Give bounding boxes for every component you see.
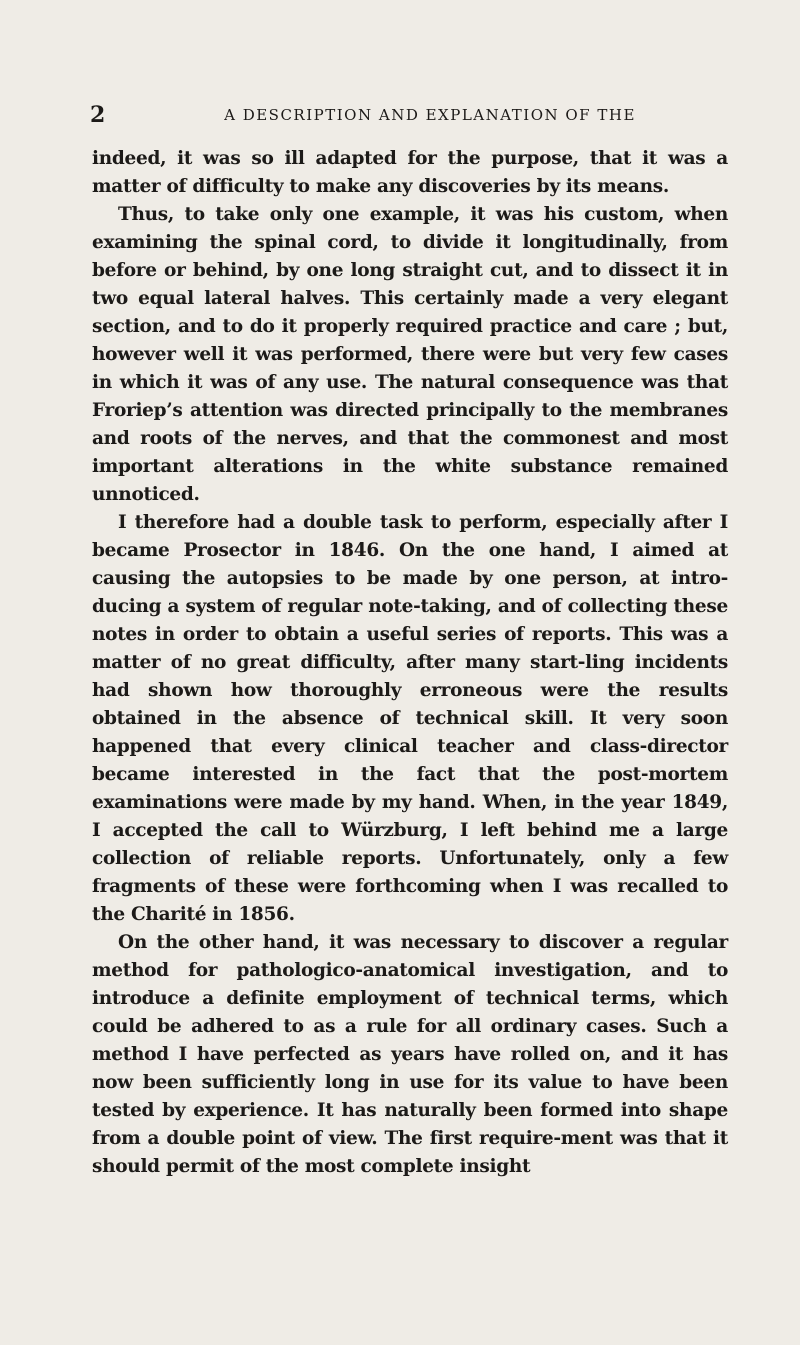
body-text xyxy=(92,145,728,1181)
paragraph-1: indeed, it was so ill adapted for the purpose, that it was a matter of difficulty to make any discoveries by its means. xyxy=(92,148,728,197)
paragraph-3: I therefore had a double task to perform, especially after I became Prosector in 1846. On the one hand, I aimed at causing the autopsies to be made by one person, at intro-ducing a system of regular note-taking, and of collecting these notes in order to obtain a useful series of reports. This was a matter of no great difficulty, after many start-ling incidents had shown how thoroughly erroneous were the results obtained in the absence of technical skill. It very soon happened that every clinical teacher and class-director became interested in the fact that the post-mortem examinations were made by my hand. When, in the year 1849, I accepted the call to Würzburg, I left behind me a large collection of reliable reports. Unfortunately, only a few fragments of these were forthcoming when I was recalled to the Charité in 1856. xyxy=(92,512,728,925)
page-header xyxy=(90,100,730,130)
running-head: A DESCRIPTION AND EXPLANATION OF THE xyxy=(224,106,636,124)
paragraph-2: Thus, to take only one example, it was his custom, when examining the spinal cord, to divide it longitudinally, from before or behind, by one long straight cut, and to dissect it in two equal lateral halves. This certainly made a very elegant section, and to do it properly required practice and care ; but, however well it was performed, there were but very few cases in which it was of any use. The natural consequence was that Froriep’s attention was directed principally to the membranes and roots of the nerves, and that the commonest and most important alterations in the white substance remained unnoticed. xyxy=(92,204,728,505)
paragraph-4: On the other hand, it was necessary to discover a regular method for pathologico-anatomical investigation, and to introduce a definite employment of technical terms, which could be adhered to as a rule for all ordinary cases. Such a method I have perfected as years have rolled on, and it has now been sufficiently long in use for its value to have been tested by experience. It has naturally been formed into shape from a double point of view. The first require-ment was that it should permit of the most complete insight xyxy=(92,932,728,1177)
page-number: 2 xyxy=(90,102,106,128)
